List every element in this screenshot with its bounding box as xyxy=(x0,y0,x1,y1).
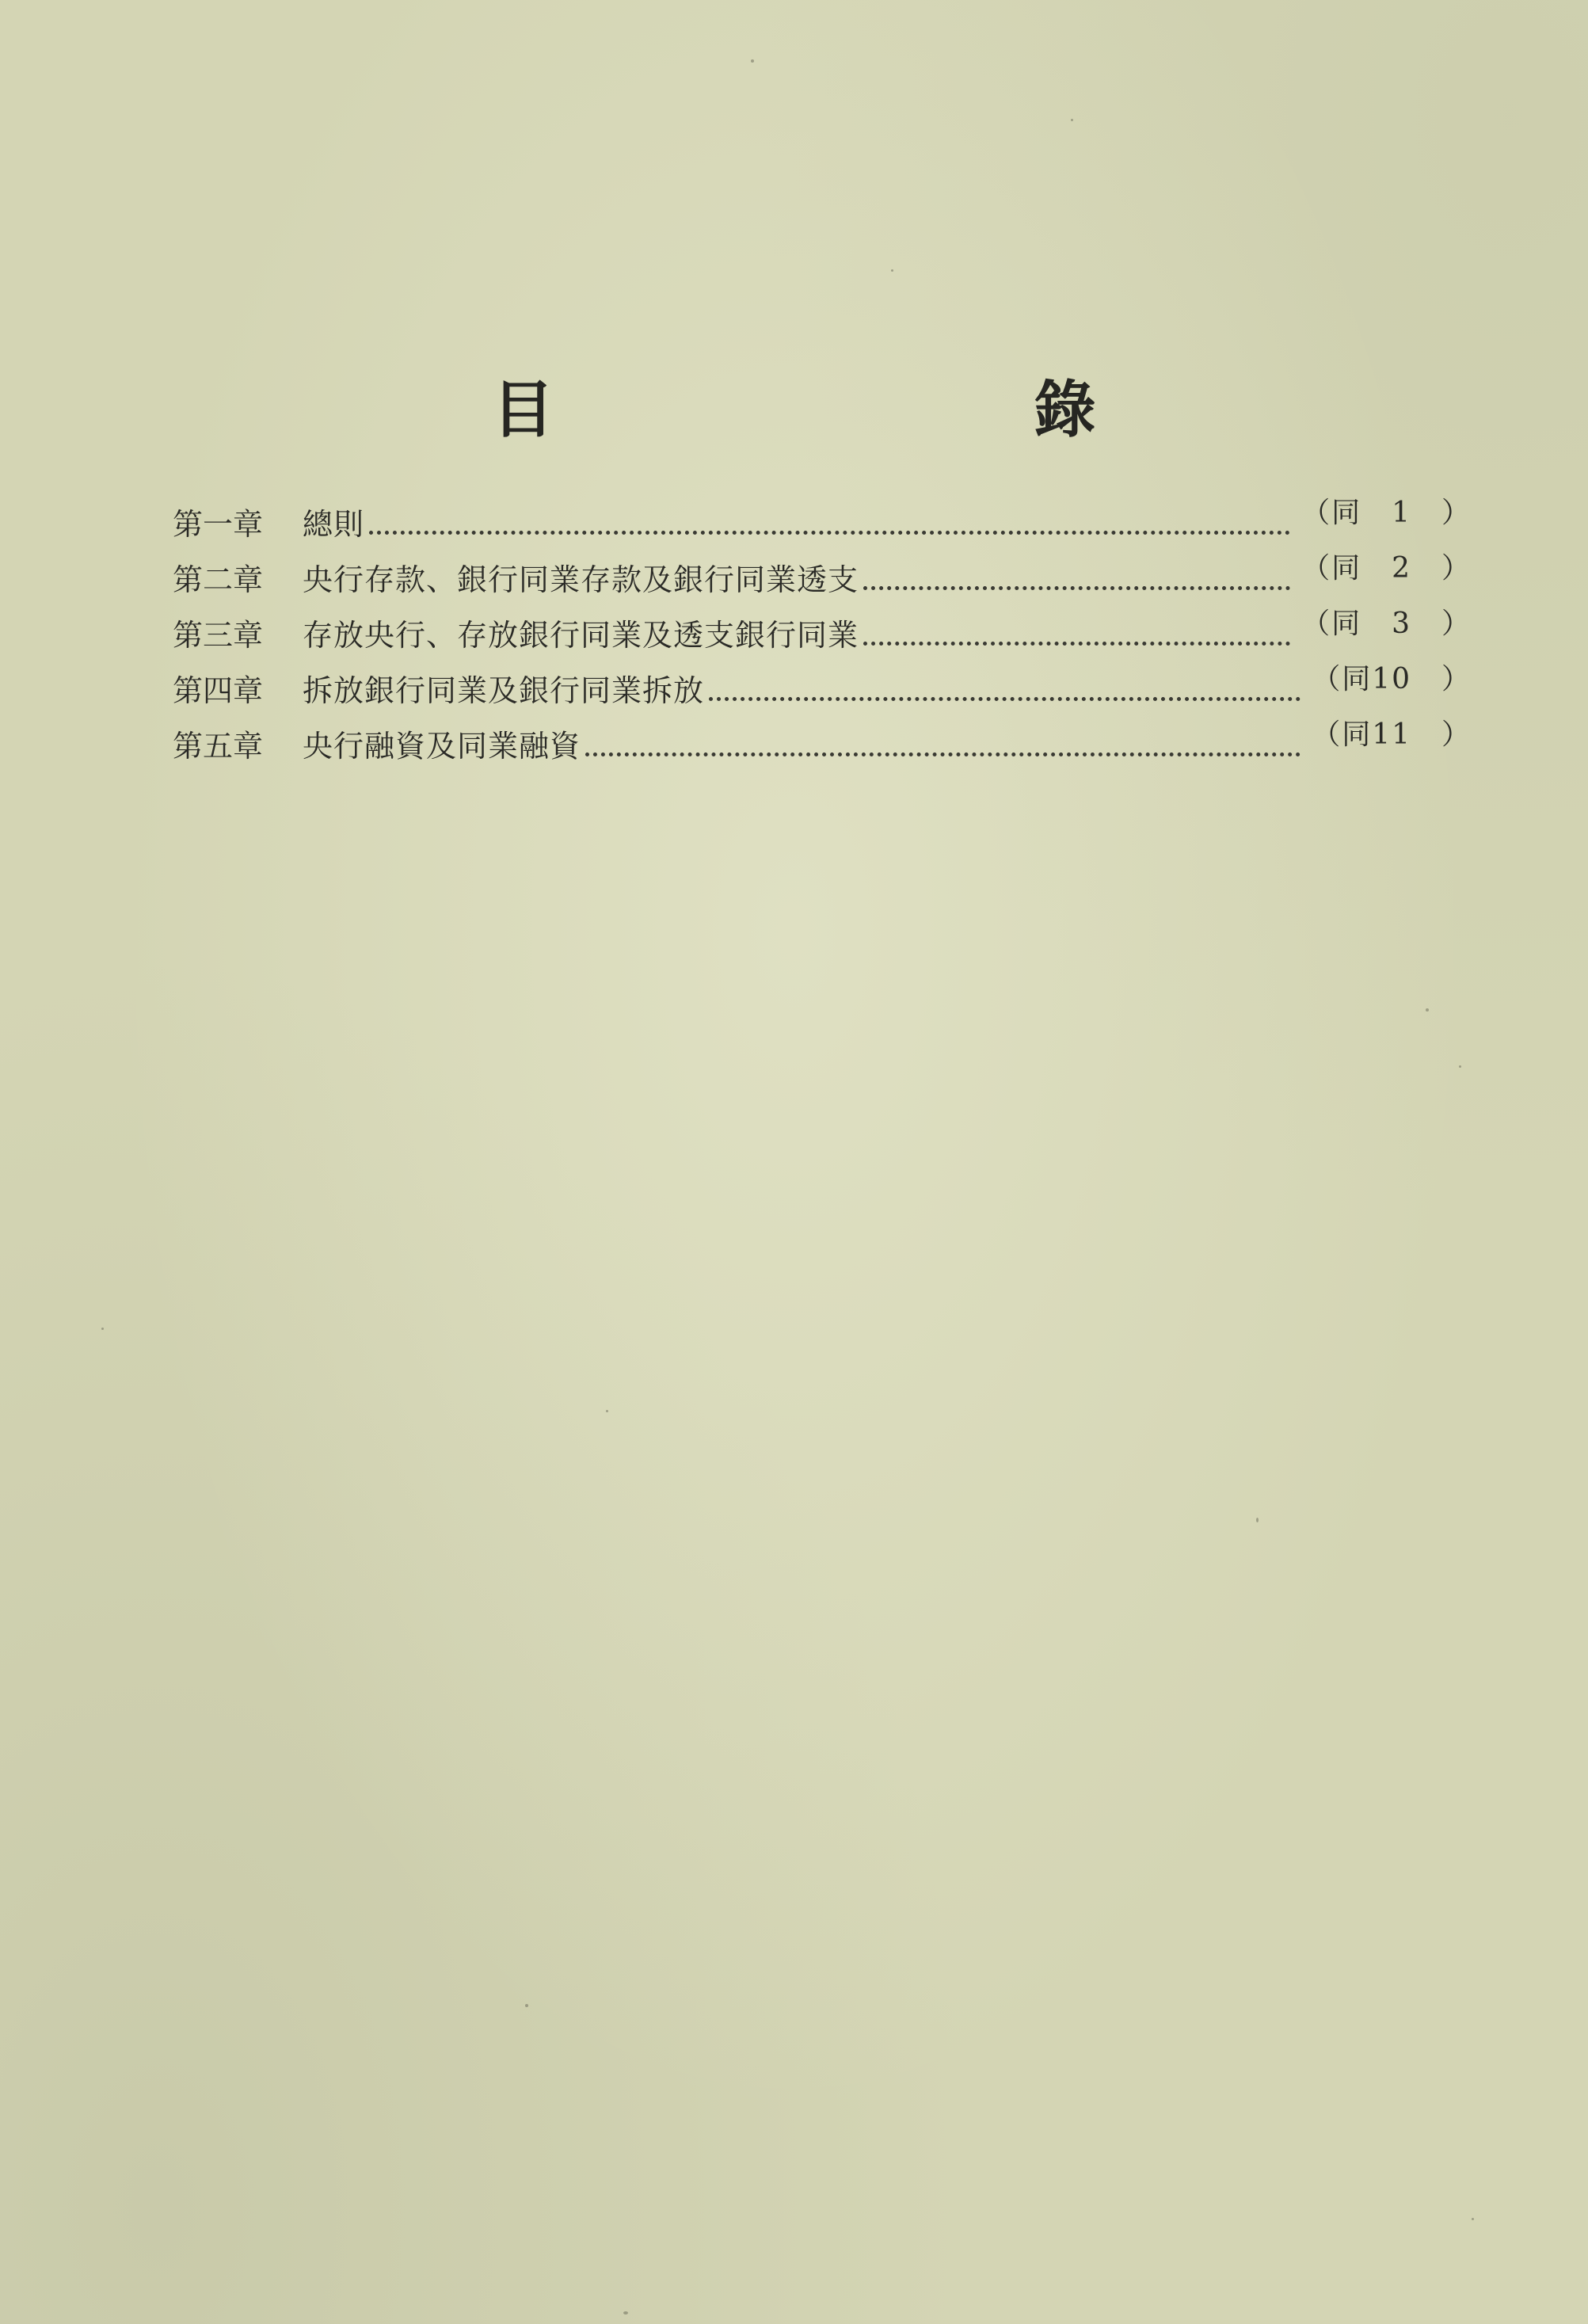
page-reference: （同11 ） xyxy=(1312,718,1472,751)
paper-speck xyxy=(1426,1008,1429,1012)
page-reference: （同 3 ） xyxy=(1301,608,1472,640)
chapter-title: 央行存款、銀行同業存款及銀行同業透支 xyxy=(303,562,859,597)
toc-entry xyxy=(173,487,1472,543)
toc-entry xyxy=(173,598,1472,653)
paper-speck xyxy=(623,2311,628,2314)
page-reference: （同10 ） xyxy=(1312,663,1472,695)
paper-speck xyxy=(1472,2218,1474,2220)
paper-speck xyxy=(891,269,893,272)
chapter-title: 拆放銀行同業及銀行同業拆放 xyxy=(303,673,705,708)
page-title: 目 錄 xyxy=(492,374,1215,446)
chapter-number: 第五章 xyxy=(173,729,264,764)
toc-entry xyxy=(173,709,1472,764)
chapter-title: 存放央行、存放銀行同業及透支銀行同業 xyxy=(303,618,859,653)
dot-leader xyxy=(369,531,1290,535)
dot-leader xyxy=(709,697,1300,701)
chapter-number: 第一章 xyxy=(173,507,264,542)
paper-speck xyxy=(101,1328,104,1330)
chapter-number: 第三章 xyxy=(173,618,264,653)
paper-speck xyxy=(1459,1065,1461,1068)
chapter-title: 總則 xyxy=(303,507,365,542)
dot-leader xyxy=(585,752,1300,756)
chapter-number: 第二章 xyxy=(173,562,264,597)
table-of-contents xyxy=(173,487,1472,764)
paper-speck xyxy=(1071,119,1073,121)
chapter-title: 央行融資及同業融資 xyxy=(303,729,581,764)
page-reference: （同 2 ） xyxy=(1301,552,1472,585)
chapter-number: 第四章 xyxy=(173,673,264,708)
page-reference: （同 1 ） xyxy=(1301,497,1472,529)
paper-speck xyxy=(606,1410,608,1412)
paper-speck xyxy=(751,59,754,63)
paper-speck xyxy=(525,2004,528,2007)
paper-speck xyxy=(1256,1518,1259,1522)
dot-leader xyxy=(863,642,1290,646)
dot-leader xyxy=(863,586,1290,590)
toc-entry xyxy=(173,543,1472,598)
toc-entry xyxy=(173,653,1472,709)
